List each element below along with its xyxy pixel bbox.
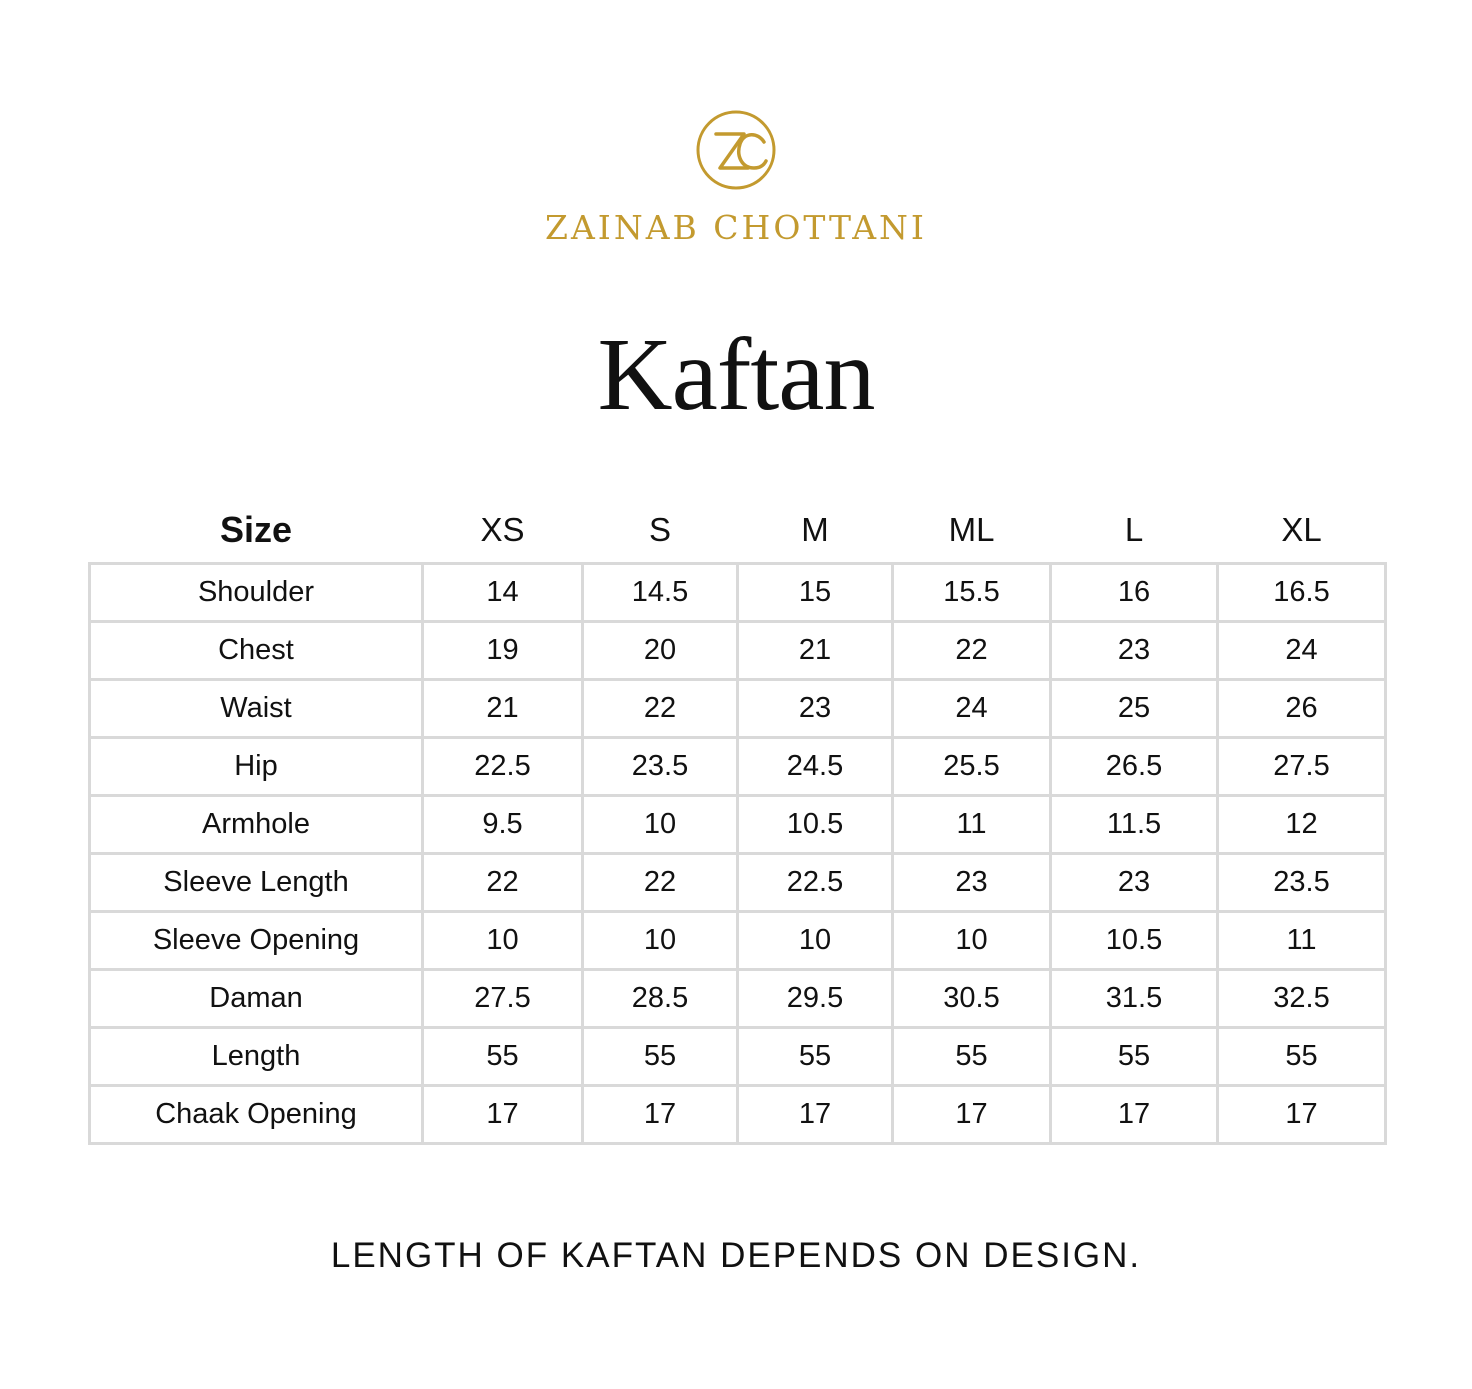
table-row — [90, 854, 1386, 912]
table-cell: 19 — [423, 622, 583, 680]
size-header-row — [90, 498, 1386, 564]
table-cell: 55 — [583, 1028, 738, 1086]
table-cell: 17 — [423, 1086, 583, 1144]
table-cell: 9.5 — [423, 796, 583, 854]
table-cell: 11 — [1218, 912, 1386, 970]
table-row — [90, 1086, 1386, 1144]
table-cell: 30.5 — [893, 970, 1051, 1028]
footer-note: LENGTH OF KAFTAN DEPENDS ON DESIGN. — [330, 1236, 1142, 1275]
table-cell: 22 — [583, 854, 738, 912]
table-cell: 21 — [738, 622, 893, 680]
table-cell: 10.5 — [738, 796, 893, 854]
table-cell: 26.5 — [1051, 738, 1218, 796]
table-row — [90, 970, 1386, 1028]
table-cell: 24.5 — [738, 738, 893, 796]
table-cell: 10 — [423, 912, 583, 970]
row-label: Waist — [90, 680, 423, 738]
table-cell: 17 — [1051, 1086, 1218, 1144]
table-cell: 24 — [893, 680, 1051, 738]
table-cell: 55 — [893, 1028, 1051, 1086]
table-cell: 32.5 — [1218, 970, 1386, 1028]
row-label: Daman — [90, 970, 423, 1028]
table-cell: 17 — [583, 1086, 738, 1144]
size-header-cell: S — [648, 511, 671, 548]
table-cell: 22 — [893, 622, 1051, 680]
table-cell: 23 — [893, 854, 1051, 912]
brand-name: ZAINAB CHOTTANI — [545, 208, 927, 247]
table-cell: 55 — [423, 1028, 583, 1086]
table-cell: 16 — [1051, 564, 1218, 622]
zc-monogram-logo-icon — [694, 108, 778, 192]
page-title: Kaftan — [597, 317, 875, 432]
table-row — [90, 796, 1386, 854]
table-cell: 10 — [893, 912, 1051, 970]
row-label: Sleeve Length — [90, 854, 423, 912]
table-cell: 17 — [893, 1086, 1051, 1144]
size-chart-table — [88, 498, 1387, 1145]
table-cell: 28.5 — [583, 970, 738, 1028]
row-label: Length — [90, 1028, 423, 1086]
table-cell: 14.5 — [583, 564, 738, 622]
table-cell: 22.5 — [738, 854, 893, 912]
brand-logo — [0, 108, 1472, 192]
table-cell: 23 — [1051, 854, 1218, 912]
table-row — [90, 912, 1386, 970]
table-cell: 27.5 — [423, 970, 583, 1028]
table-cell: 10 — [583, 912, 738, 970]
table-row — [90, 1028, 1386, 1086]
table-cell: 15.5 — [893, 564, 1051, 622]
table-cell: 27.5 — [1218, 738, 1386, 796]
table-row — [90, 564, 1386, 622]
table-cell: 17 — [1218, 1086, 1386, 1144]
table-cell: 29.5 — [738, 970, 893, 1028]
row-label: Sleeve Opening — [90, 912, 423, 970]
size-header-cell: XS — [480, 511, 525, 548]
size-header-cell: XL — [1281, 511, 1322, 548]
size-header-cell: L — [1124, 511, 1144, 548]
table-cell: 22.5 — [423, 738, 583, 796]
row-label: Armhole — [90, 796, 423, 854]
table-cell: 21 — [423, 680, 583, 738]
table-cell: 24 — [1218, 622, 1386, 680]
row-label: Chaak Opening — [90, 1086, 423, 1144]
table-cell: 25 — [1051, 680, 1218, 738]
table-cell: 23 — [1051, 622, 1218, 680]
size-header-cell: M — [801, 511, 829, 548]
table-cell: 23 — [738, 680, 893, 738]
table-row — [90, 738, 1386, 796]
table-cell: 12 — [1218, 796, 1386, 854]
table-cell: 22 — [423, 854, 583, 912]
row-label: Shoulder — [90, 564, 423, 622]
row-label: Hip — [90, 738, 423, 796]
table-row — [90, 622, 1386, 680]
table-cell: 16.5 — [1218, 564, 1386, 622]
table-cell: 11.5 — [1051, 796, 1218, 854]
table-cell: 25.5 — [893, 738, 1051, 796]
table-row — [90, 680, 1386, 738]
table-cell: 55 — [1218, 1028, 1386, 1086]
table-cell: 20 — [583, 622, 738, 680]
table-cell: 10 — [738, 912, 893, 970]
row-label: Chest — [90, 622, 423, 680]
table-cell: 22 — [583, 680, 738, 738]
table-cell: 31.5 — [1051, 970, 1218, 1028]
table-cell: 15 — [738, 564, 893, 622]
table-cell: 14 — [423, 564, 583, 622]
table-cell: 10.5 — [1051, 912, 1218, 970]
table-cell: 26 — [1218, 680, 1386, 738]
table-cell: 55 — [738, 1028, 893, 1086]
table-cell: 23.5 — [1218, 854, 1386, 912]
table-cell: 23.5 — [583, 738, 738, 796]
size-header-cell: ML — [948, 511, 995, 548]
size-header-label: Size — [219, 509, 293, 550]
table-cell: 10 — [583, 796, 738, 854]
table-cell: 11 — [893, 796, 1051, 854]
table-cell: 55 — [1051, 1028, 1218, 1086]
table-cell: 17 — [738, 1086, 893, 1144]
